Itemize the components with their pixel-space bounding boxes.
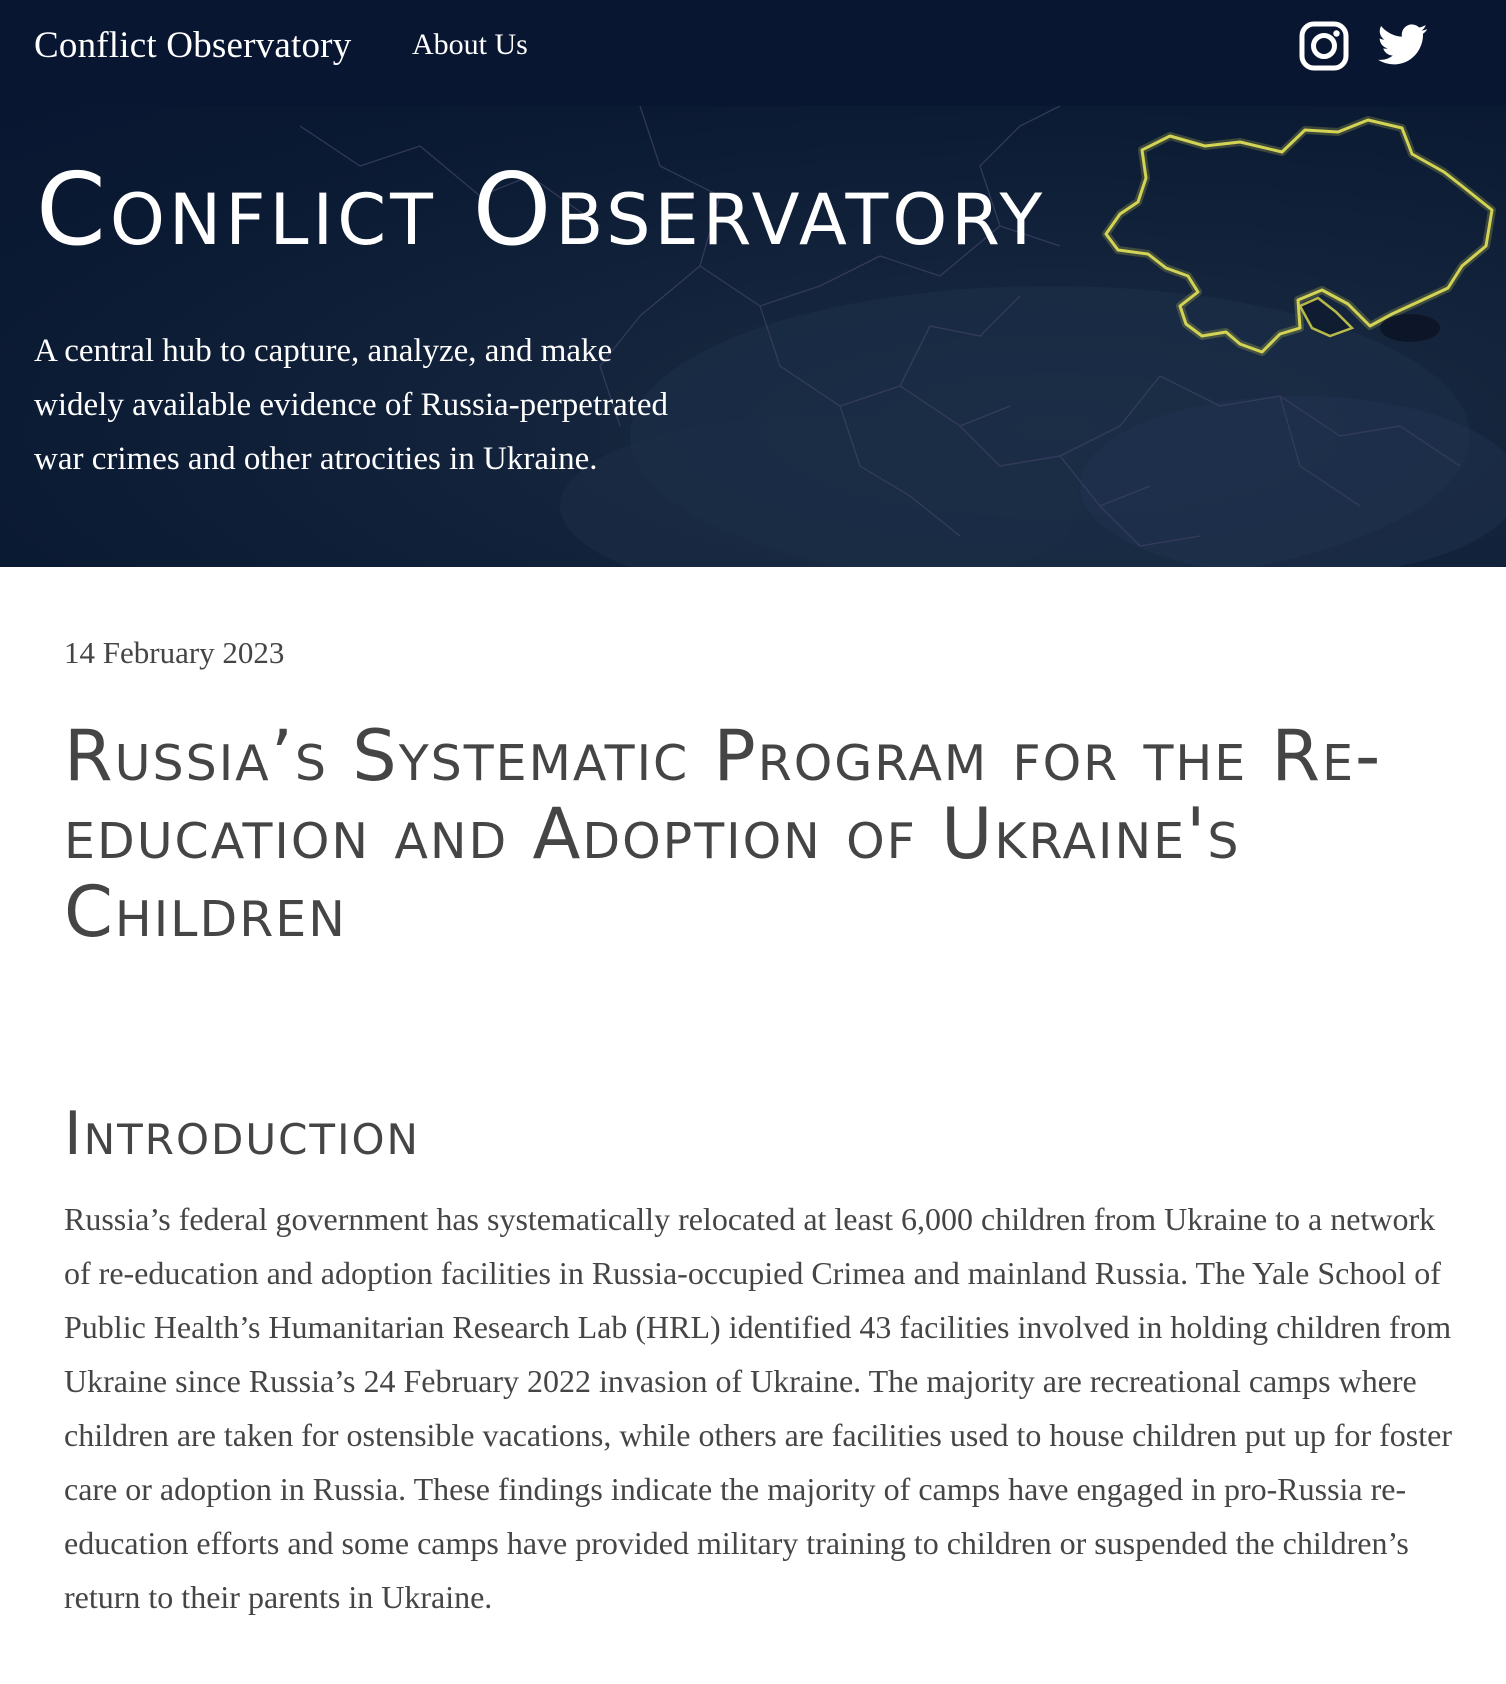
post-date: 14 February 2023 (64, 635, 285, 670)
hero-title: Conflict Observatory (36, 151, 1047, 268)
top-nav-bar (0, 0, 1506, 106)
hero-tagline: A central hub to capture, analyze, and make widely available evidence of Russia-perpetrated war crimes and other atrocities in Ukraine. (34, 333, 669, 477)
instagram-link[interactable] (1299, 21, 1349, 71)
twitter-link[interactable] (1378, 23, 1428, 67)
section-heading-introduction: Introduction (64, 1099, 420, 1169)
twitter-icon (1378, 23, 1428, 67)
article-title: Russia’s Systematic Program for the Re-education and Adoption of Ukraine's Children (64, 715, 1383, 953)
hero-banner (0, 106, 1506, 567)
instagram-icon (1299, 21, 1349, 71)
introduction-paragraph: Russia’s federal government has systematically relocated at least 6,000 children from Ukraine to a network of re-education and adoption facilities in Russia-occupied Crimea and mainland Russia. The Yale School of Public Health’s Humanitarian Research Lab (HRL) identified 43 facilities involved in holding children from Ukraine since Russia’s 24 February 2022 invasion of Ukraine. The majority are recreational camps where children are taken for ostensible vacations, while others are facilities used to house children put up for foster care or adoption in Russia. These findings indicate the majority of camps have engaged in pro-Russia re-education efforts and some camps have provided military training to children or suspended the children’s return to their parents in Ukraine. (64, 1201, 1452, 1615)
nav-link-about-us[interactable]: About Us (412, 28, 528, 61)
brand-link[interactable]: Conflict Observatory (34, 25, 352, 66)
